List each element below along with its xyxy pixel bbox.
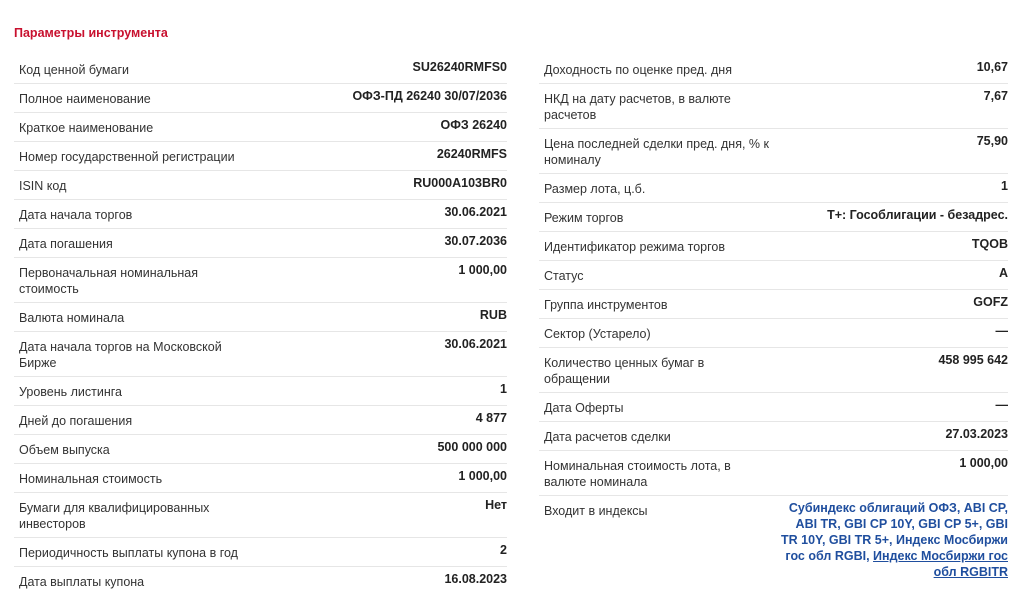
indices-row bbox=[539, 496, 1008, 579]
param-label: Первоначальная номинальная стоимость bbox=[19, 266, 199, 296]
param-value: GOFZ bbox=[973, 295, 1008, 309]
param-row bbox=[14, 200, 507, 229]
param-value: ОФЗ-ПД 26240 30/07/2036 bbox=[352, 89, 507, 103]
param-label: Цена последней сделки пред. дня, % к номиналу bbox=[544, 137, 769, 167]
param-row bbox=[539, 290, 1008, 319]
param-label: Дата начала торгов bbox=[19, 208, 133, 222]
param-value: Т+: Гособлигации - безадрес. bbox=[827, 208, 1008, 222]
param-label: НКД на дату расчетов, в валюте расчетов bbox=[544, 92, 731, 122]
right-params-column bbox=[539, 55, 1008, 579]
param-value: 1 bbox=[500, 382, 507, 396]
param-value: RU000A103BR0 bbox=[413, 176, 507, 190]
param-label: Статус bbox=[544, 269, 584, 283]
param-label: Номинальная стоимость лота, в валюте номинала bbox=[544, 459, 731, 489]
param-value: 30.07.2036 bbox=[444, 234, 507, 248]
param-label: Дата погашения bbox=[19, 237, 113, 251]
param-value: 1 000,00 bbox=[959, 456, 1008, 470]
param-value: 10,67 bbox=[976, 60, 1008, 74]
param-value: 458 995 642 bbox=[938, 353, 1008, 367]
param-label: Валюта номинала bbox=[19, 311, 125, 325]
param-value: 75,90 bbox=[976, 134, 1008, 148]
param-label: Доходность по оценке пред. дня bbox=[544, 63, 732, 77]
param-label: Бумаги для квалифицированных инвесторов bbox=[19, 501, 210, 531]
param-value: 26240RMFS bbox=[436, 147, 507, 161]
param-row bbox=[14, 55, 507, 84]
param-label: Дней до погашения bbox=[19, 414, 133, 428]
param-value: A bbox=[998, 266, 1008, 280]
param-row bbox=[14, 538, 507, 567]
param-label: Группа инструментов bbox=[544, 298, 668, 312]
param-row bbox=[539, 203, 1008, 232]
param-label: Режим торгов bbox=[544, 211, 624, 225]
param-row bbox=[539, 348, 1008, 393]
param-label: Номер государственной регистрации bbox=[19, 150, 235, 164]
param-label: Размер лота, ц.б. bbox=[544, 182, 646, 196]
param-value: Нет bbox=[485, 498, 507, 512]
param-label: Дата расчетов сделки bbox=[544, 430, 671, 444]
param-row bbox=[14, 113, 507, 142]
param-label: Дата начала торгов на Московской Бирже bbox=[19, 340, 222, 370]
param-row bbox=[539, 84, 1008, 129]
param-row bbox=[14, 493, 507, 538]
param-value: 4 877 bbox=[475, 411, 507, 425]
param-row bbox=[539, 174, 1008, 203]
param-row bbox=[14, 332, 507, 377]
param-value: 1 000,00 bbox=[458, 263, 507, 277]
left-params-column bbox=[14, 55, 507, 596]
param-row bbox=[539, 393, 1008, 422]
param-value: 27.03.2023 bbox=[945, 427, 1008, 441]
param-value: 1 000,00 bbox=[458, 469, 507, 483]
param-row bbox=[539, 129, 1008, 174]
param-value: — bbox=[995, 324, 1008, 338]
param-label: Количество ценных бумаг в обращении bbox=[544, 356, 705, 386]
param-value: 30.06.2021 bbox=[444, 337, 507, 351]
param-row bbox=[14, 303, 507, 332]
param-row bbox=[14, 464, 507, 493]
param-row bbox=[14, 377, 507, 406]
param-label: Уровень листинга bbox=[19, 385, 122, 399]
param-value: ОФЗ 26240 bbox=[440, 118, 507, 132]
param-row bbox=[14, 406, 507, 435]
param-label: Идентификатор режима торгов bbox=[544, 240, 725, 254]
param-label: Полное наименование bbox=[19, 92, 151, 106]
indices-value bbox=[776, 500, 1008, 580]
section-title: Параметры инструмента bbox=[14, 26, 168, 40]
param-label: Дата Оферты bbox=[544, 401, 624, 415]
param-value: 16.08.2023 bbox=[444, 572, 507, 586]
param-row bbox=[539, 261, 1008, 290]
param-value: 2 bbox=[500, 543, 507, 557]
param-value: 500 000 000 bbox=[437, 440, 507, 454]
param-value: 30.06.2021 bbox=[444, 205, 507, 219]
param-row bbox=[14, 229, 507, 258]
param-label: Дата выплаты купона bbox=[19, 575, 145, 589]
index-link-rgbitr[interactable]: Индекс Мосбиржи гос обл RGBITR bbox=[873, 549, 1008, 579]
param-label: Периодичность выплаты купона в год bbox=[19, 546, 238, 560]
param-row bbox=[539, 55, 1008, 84]
param-label: Краткое наименование bbox=[19, 121, 154, 135]
param-row bbox=[539, 232, 1008, 261]
param-label: ISIN код bbox=[19, 179, 67, 193]
param-row bbox=[539, 422, 1008, 451]
param-row bbox=[14, 171, 507, 200]
param-row bbox=[539, 319, 1008, 348]
param-label: Код ценной бумаги bbox=[19, 63, 129, 77]
param-label: Сектор (Устарело) bbox=[544, 327, 651, 341]
param-label: Номинальная стоимость bbox=[19, 472, 163, 486]
param-label: Объем выпуска bbox=[19, 443, 110, 457]
indices-plain-text[interactable]: Субиндекс облигаций ОФЗ, ABI CP, ABI TR, GBI CP 10Y, GBI CP 5+, GBI TR 10Y, GBI TR 5+, Индекс Мосбиржи гос обл RGBI, bbox=[781, 501, 1008, 563]
param-row bbox=[14, 84, 507, 113]
param-row bbox=[14, 435, 507, 464]
param-row bbox=[14, 258, 507, 303]
param-value: TQOB bbox=[971, 237, 1008, 251]
param-row bbox=[539, 451, 1008, 496]
param-value: RUB bbox=[479, 308, 507, 322]
indices-label: Входит в индексы bbox=[544, 504, 648, 518]
param-value: SU26240RMFS0 bbox=[412, 60, 507, 74]
param-value: — bbox=[995, 398, 1008, 412]
param-value: 7,67 bbox=[983, 89, 1008, 103]
param-value: 1 bbox=[1001, 179, 1008, 193]
param-row bbox=[14, 142, 507, 171]
